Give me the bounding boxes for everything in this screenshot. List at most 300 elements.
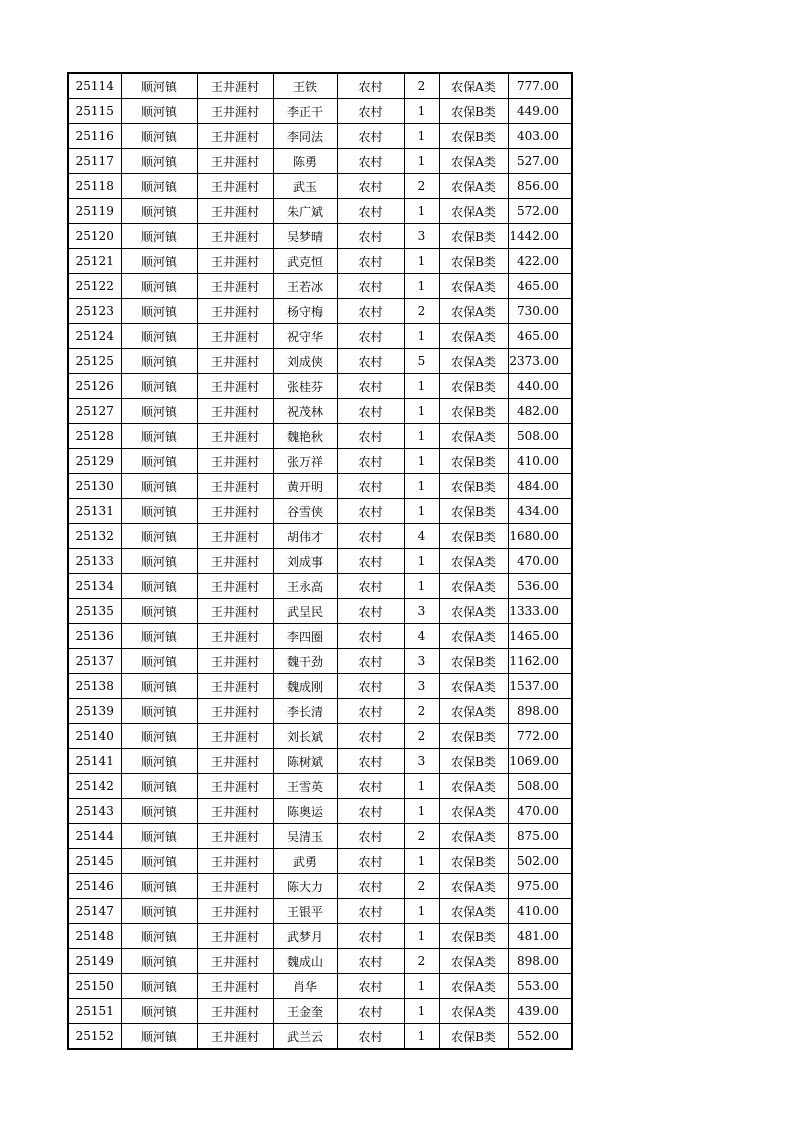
cell-person-count: 1 xyxy=(404,249,439,274)
cell-name: 武兰云 xyxy=(273,1024,337,1050)
cell-category: 农保B类 xyxy=(439,374,508,399)
cell-village: 王井涯村 xyxy=(197,499,273,524)
cell-household-type: 农村 xyxy=(337,349,404,374)
table-row xyxy=(68,699,572,724)
cell-id: 25116 xyxy=(68,124,121,149)
cell-name: 魏成山 xyxy=(273,949,337,974)
cell-household-type: 农村 xyxy=(337,599,404,624)
cell-village: 王井涯村 xyxy=(197,99,273,124)
cell-name: 李四圈 xyxy=(273,624,337,649)
cell-town: 顺河镇 xyxy=(121,424,197,449)
cell-village: 王井涯村 xyxy=(197,149,273,174)
table-row xyxy=(68,874,572,899)
cell-category: 农保A类 xyxy=(439,999,508,1024)
cell-village: 王井涯村 xyxy=(197,299,273,324)
cell-name: 李同法 xyxy=(273,124,337,149)
cell-category: 农保A类 xyxy=(439,599,508,624)
cell-id: 25121 xyxy=(68,249,121,274)
cell-town: 顺河镇 xyxy=(121,149,197,174)
cell-category: 农保A类 xyxy=(439,73,508,99)
cell-name: 王雪英 xyxy=(273,774,337,799)
cell-id: 25144 xyxy=(68,824,121,849)
cell-person-count: 3 xyxy=(404,749,439,774)
cell-category: 农保A类 xyxy=(439,424,508,449)
cell-category: 农保A类 xyxy=(439,324,508,349)
cell-id: 25120 xyxy=(68,224,121,249)
cell-person-count: 2 xyxy=(404,299,439,324)
cell-amount: 552.00 xyxy=(508,1024,572,1050)
cell-household-type: 农村 xyxy=(337,924,404,949)
table-row xyxy=(68,73,572,99)
cell-village: 王井涯村 xyxy=(197,199,273,224)
cell-category: 农保A类 xyxy=(439,299,508,324)
data-table xyxy=(67,72,573,1050)
cell-household-type: 农村 xyxy=(337,299,404,324)
cell-town: 顺河镇 xyxy=(121,1024,197,1050)
cell-household-type: 农村 xyxy=(337,73,404,99)
cell-name: 祝茂林 xyxy=(273,399,337,424)
cell-village: 王井涯村 xyxy=(197,474,273,499)
cell-name: 陈勇 xyxy=(273,149,337,174)
cell-category: 农保A类 xyxy=(439,149,508,174)
cell-village: 王井涯村 xyxy=(197,249,273,274)
cell-name: 吴梦晴 xyxy=(273,224,337,249)
cell-id: 25151 xyxy=(68,999,121,1024)
cell-person-count: 1 xyxy=(404,124,439,149)
cell-person-count: 1 xyxy=(404,774,439,799)
cell-name: 李正干 xyxy=(273,99,337,124)
cell-town: 顺河镇 xyxy=(121,974,197,999)
cell-household-type: 农村 xyxy=(337,874,404,899)
cell-town: 顺河镇 xyxy=(121,899,197,924)
cell-id: 25126 xyxy=(68,374,121,399)
cell-category: 农保B类 xyxy=(439,849,508,874)
cell-person-count: 4 xyxy=(404,624,439,649)
cell-person-count: 3 xyxy=(404,674,439,699)
cell-name: 魏艳秋 xyxy=(273,424,337,449)
cell-amount: 553.00 xyxy=(508,974,572,999)
table-row xyxy=(68,399,572,424)
cell-amount: 470.00 xyxy=(508,549,572,574)
cell-id: 25143 xyxy=(68,799,121,824)
cell-person-count: 2 xyxy=(404,699,439,724)
cell-name: 黄开明 xyxy=(273,474,337,499)
cell-category: 农保A类 xyxy=(439,349,508,374)
cell-person-count: 1 xyxy=(404,274,439,299)
cell-name: 陈树斌 xyxy=(273,749,337,774)
cell-amount: 449.00 xyxy=(508,99,572,124)
cell-name: 祝守华 xyxy=(273,324,337,349)
cell-name: 王永高 xyxy=(273,574,337,599)
cell-household-type: 农村 xyxy=(337,774,404,799)
cell-amount: 856.00 xyxy=(508,174,572,199)
cell-person-count: 1 xyxy=(404,199,439,224)
cell-household-type: 农村 xyxy=(337,799,404,824)
table-row xyxy=(68,974,572,999)
cell-name: 刘成事 xyxy=(273,549,337,574)
cell-id: 25130 xyxy=(68,474,121,499)
cell-amount: 470.00 xyxy=(508,799,572,824)
cell-town: 顺河镇 xyxy=(121,949,197,974)
cell-village: 王井涯村 xyxy=(197,174,273,199)
table-row xyxy=(68,349,572,374)
cell-amount: 481.00 xyxy=(508,924,572,949)
cell-id: 25119 xyxy=(68,199,121,224)
cell-village: 王井涯村 xyxy=(197,1024,273,1050)
cell-person-count: 2 xyxy=(404,874,439,899)
cell-village: 王井涯村 xyxy=(197,274,273,299)
cell-category: 农保A类 xyxy=(439,274,508,299)
cell-town: 顺河镇 xyxy=(121,649,197,674)
table-row xyxy=(68,449,572,474)
cell-town: 顺河镇 xyxy=(121,249,197,274)
cell-town: 顺河镇 xyxy=(121,449,197,474)
cell-village: 王井涯村 xyxy=(197,424,273,449)
cell-village: 王井涯村 xyxy=(197,399,273,424)
cell-name: 武勇 xyxy=(273,849,337,874)
cell-person-count: 2 xyxy=(404,949,439,974)
table-row xyxy=(68,549,572,574)
cell-household-type: 农村 xyxy=(337,999,404,1024)
cell-person-count: 1 xyxy=(404,849,439,874)
table-row xyxy=(68,224,572,249)
cell-category: 农保B类 xyxy=(439,224,508,249)
cell-id: 25123 xyxy=(68,299,121,324)
cell-category: 农保A类 xyxy=(439,674,508,699)
cell-town: 顺河镇 xyxy=(121,749,197,774)
cell-village: 王井涯村 xyxy=(197,899,273,924)
cell-category: 农保B类 xyxy=(439,124,508,149)
table-row xyxy=(68,424,572,449)
cell-person-count: 1 xyxy=(404,449,439,474)
cell-household-type: 农村 xyxy=(337,549,404,574)
cell-town: 顺河镇 xyxy=(121,799,197,824)
cell-category: 农保A类 xyxy=(439,824,508,849)
cell-category: 农保B类 xyxy=(439,749,508,774)
cell-name: 武克恒 xyxy=(273,249,337,274)
cell-town: 顺河镇 xyxy=(121,349,197,374)
cell-amount: 730.00 xyxy=(508,299,572,324)
cell-amount: 484.00 xyxy=(508,474,572,499)
cell-id: 25148 xyxy=(68,924,121,949)
cell-village: 王井涯村 xyxy=(197,724,273,749)
cell-id: 25122 xyxy=(68,274,121,299)
table-row xyxy=(68,649,572,674)
table-row xyxy=(68,949,572,974)
cell-person-count: 1 xyxy=(404,924,439,949)
cell-id: 25136 xyxy=(68,624,121,649)
cell-household-type: 农村 xyxy=(337,324,404,349)
cell-name: 王银平 xyxy=(273,899,337,924)
cell-person-count: 1 xyxy=(404,999,439,1024)
cell-village: 王井涯村 xyxy=(197,824,273,849)
cell-town: 顺河镇 xyxy=(121,724,197,749)
cell-id: 25129 xyxy=(68,449,121,474)
cell-village: 王井涯村 xyxy=(197,799,273,824)
cell-town: 顺河镇 xyxy=(121,474,197,499)
cell-town: 顺河镇 xyxy=(121,224,197,249)
table-row xyxy=(68,474,572,499)
cell-category: 农保B类 xyxy=(439,924,508,949)
cell-id: 25140 xyxy=(68,724,121,749)
table-row xyxy=(68,924,572,949)
cell-category: 农保A类 xyxy=(439,199,508,224)
cell-village: 王井涯村 xyxy=(197,224,273,249)
cell-category: 农保A类 xyxy=(439,174,508,199)
cell-name: 张桂芬 xyxy=(273,374,337,399)
table-row xyxy=(68,799,572,824)
table-row xyxy=(68,99,572,124)
cell-category: 农保A类 xyxy=(439,874,508,899)
table-row xyxy=(68,124,572,149)
cell-household-type: 农村 xyxy=(337,499,404,524)
cell-town: 顺河镇 xyxy=(121,699,197,724)
cell-name: 肖华 xyxy=(273,974,337,999)
cell-name: 吴清玉 xyxy=(273,824,337,849)
cell-town: 顺河镇 xyxy=(121,674,197,699)
cell-category: 农保A类 xyxy=(439,974,508,999)
cell-town: 顺河镇 xyxy=(121,624,197,649)
cell-household-type: 农村 xyxy=(337,1024,404,1050)
table-row xyxy=(68,849,572,874)
table-row xyxy=(68,624,572,649)
cell-village: 王井涯村 xyxy=(197,674,273,699)
cell-household-type: 农村 xyxy=(337,174,404,199)
cell-village: 王井涯村 xyxy=(197,549,273,574)
cell-name: 魏成刚 xyxy=(273,674,337,699)
cell-person-count: 3 xyxy=(404,224,439,249)
cell-person-count: 3 xyxy=(404,599,439,624)
cell-name: 王铁 xyxy=(273,73,337,99)
table-row xyxy=(68,999,572,1024)
cell-household-type: 农村 xyxy=(337,99,404,124)
cell-id: 25114 xyxy=(68,73,121,99)
cell-id: 25117 xyxy=(68,149,121,174)
cell-amount: 508.00 xyxy=(508,774,572,799)
cell-town: 顺河镇 xyxy=(121,299,197,324)
cell-amount: 502.00 xyxy=(508,849,572,874)
cell-category: 农保A类 xyxy=(439,774,508,799)
cell-category: 农保B类 xyxy=(439,399,508,424)
cell-amount: 772.00 xyxy=(508,724,572,749)
cell-village: 王井涯村 xyxy=(197,124,273,149)
cell-town: 顺河镇 xyxy=(121,774,197,799)
cell-person-count: 3 xyxy=(404,649,439,674)
cell-amount: 422.00 xyxy=(508,249,572,274)
cell-category: 农保A类 xyxy=(439,799,508,824)
cell-village: 王井涯村 xyxy=(197,324,273,349)
cell-id: 25127 xyxy=(68,399,121,424)
cell-name: 谷雪侠 xyxy=(273,499,337,524)
cell-amount: 465.00 xyxy=(508,274,572,299)
cell-amount: 2373.00 xyxy=(508,349,572,374)
cell-village: 王井涯村 xyxy=(197,599,273,624)
table-row xyxy=(68,674,572,699)
table-row xyxy=(68,599,572,624)
cell-id: 25115 xyxy=(68,99,121,124)
cell-town: 顺河镇 xyxy=(121,924,197,949)
cell-category: 农保B类 xyxy=(439,524,508,549)
cell-id: 25134 xyxy=(68,574,121,599)
table-row xyxy=(68,899,572,924)
cell-person-count: 1 xyxy=(404,799,439,824)
cell-category: 农保A类 xyxy=(439,949,508,974)
cell-town: 顺河镇 xyxy=(121,999,197,1024)
table-row xyxy=(68,149,572,174)
cell-household-type: 农村 xyxy=(337,249,404,274)
table-row xyxy=(68,249,572,274)
cell-household-type: 农村 xyxy=(337,824,404,849)
cell-household-type: 农村 xyxy=(337,749,404,774)
cell-amount: 777.00 xyxy=(508,73,572,99)
cell-person-count: 1 xyxy=(404,424,439,449)
cell-village: 王井涯村 xyxy=(197,449,273,474)
cell-household-type: 农村 xyxy=(337,524,404,549)
cell-person-count: 1 xyxy=(404,374,439,399)
cell-household-type: 农村 xyxy=(337,849,404,874)
cell-person-count: 1 xyxy=(404,399,439,424)
cell-name: 刘长斌 xyxy=(273,724,337,749)
cell-person-count: 2 xyxy=(404,73,439,99)
cell-village: 王井涯村 xyxy=(197,574,273,599)
cell-village: 王井涯村 xyxy=(197,849,273,874)
cell-amount: 410.00 xyxy=(508,899,572,924)
cell-category: 农保B类 xyxy=(439,449,508,474)
cell-amount: 898.00 xyxy=(508,949,572,974)
cell-person-count: 2 xyxy=(404,174,439,199)
cell-person-count: 1 xyxy=(404,549,439,574)
cell-id: 25145 xyxy=(68,849,121,874)
cell-town: 顺河镇 xyxy=(121,874,197,899)
table-row xyxy=(68,374,572,399)
cell-person-count: 1 xyxy=(404,974,439,999)
cell-category: 农保B类 xyxy=(439,724,508,749)
cell-category: 农保B类 xyxy=(439,99,508,124)
cell-amount: 1442.00 xyxy=(508,224,572,249)
table-row xyxy=(68,574,572,599)
cell-amount: 536.00 xyxy=(508,574,572,599)
cell-person-count: 1 xyxy=(404,149,439,174)
table-row xyxy=(68,824,572,849)
cell-town: 顺河镇 xyxy=(121,124,197,149)
cell-id: 25147 xyxy=(68,899,121,924)
cell-category: 农保A类 xyxy=(439,699,508,724)
cell-id: 25152 xyxy=(68,1024,121,1050)
cell-person-count: 1 xyxy=(404,574,439,599)
cell-category: 农保A类 xyxy=(439,624,508,649)
cell-name: 武呈民 xyxy=(273,599,337,624)
cell-person-count: 1 xyxy=(404,899,439,924)
cell-id: 25137 xyxy=(68,649,121,674)
table-row xyxy=(68,774,572,799)
cell-village: 王井涯村 xyxy=(197,874,273,899)
cell-village: 王井涯村 xyxy=(197,524,273,549)
cell-amount: 527.00 xyxy=(508,149,572,174)
cell-household-type: 农村 xyxy=(337,449,404,474)
cell-household-type: 农村 xyxy=(337,899,404,924)
cell-village: 王井涯村 xyxy=(197,349,273,374)
cell-village: 王井涯村 xyxy=(197,774,273,799)
cell-amount: 508.00 xyxy=(508,424,572,449)
table-row xyxy=(68,1024,572,1050)
cell-amount: 1680.00 xyxy=(508,524,572,549)
cell-name: 张万祥 xyxy=(273,449,337,474)
cell-household-type: 农村 xyxy=(337,199,404,224)
cell-person-count: 1 xyxy=(404,324,439,349)
cell-category: 农保B类 xyxy=(439,1024,508,1050)
cell-category: 农保A类 xyxy=(439,549,508,574)
cell-household-type: 农村 xyxy=(337,949,404,974)
table-body xyxy=(68,73,572,1049)
cell-amount: 482.00 xyxy=(508,399,572,424)
cell-id: 25150 xyxy=(68,974,121,999)
cell-id: 25128 xyxy=(68,424,121,449)
table-row xyxy=(68,174,572,199)
cell-id: 25139 xyxy=(68,699,121,724)
cell-town: 顺河镇 xyxy=(121,824,197,849)
cell-village: 王井涯村 xyxy=(197,974,273,999)
cell-town: 顺河镇 xyxy=(121,174,197,199)
cell-household-type: 农村 xyxy=(337,149,404,174)
table-row xyxy=(68,324,572,349)
cell-amount: 434.00 xyxy=(508,499,572,524)
cell-person-count: 1 xyxy=(404,1024,439,1050)
cell-name: 杨守梅 xyxy=(273,299,337,324)
cell-town: 顺河镇 xyxy=(121,849,197,874)
cell-town: 顺河镇 xyxy=(121,99,197,124)
cell-village: 王井涯村 xyxy=(197,924,273,949)
cell-household-type: 农村 xyxy=(337,274,404,299)
cell-household-type: 农村 xyxy=(337,424,404,449)
cell-amount: 975.00 xyxy=(508,874,572,899)
cell-name: 胡伟才 xyxy=(273,524,337,549)
cell-name: 陈大力 xyxy=(273,874,337,899)
cell-town: 顺河镇 xyxy=(121,524,197,549)
table-row xyxy=(68,524,572,549)
cell-id: 25141 xyxy=(68,749,121,774)
cell-amount: 1465.00 xyxy=(508,624,572,649)
cell-village: 王井涯村 xyxy=(197,699,273,724)
cell-town: 顺河镇 xyxy=(121,274,197,299)
cell-amount: 465.00 xyxy=(508,324,572,349)
cell-id: 25146 xyxy=(68,874,121,899)
cell-amount: 1069.00 xyxy=(508,749,572,774)
cell-town: 顺河镇 xyxy=(121,599,197,624)
cell-household-type: 农村 xyxy=(337,624,404,649)
cell-household-type: 农村 xyxy=(337,374,404,399)
cell-category: 农保B类 xyxy=(439,649,508,674)
cell-name: 李长清 xyxy=(273,699,337,724)
cell-person-count: 5 xyxy=(404,349,439,374)
cell-id: 25135 xyxy=(68,599,121,624)
cell-id: 25138 xyxy=(68,674,121,699)
cell-household-type: 农村 xyxy=(337,474,404,499)
cell-household-type: 农村 xyxy=(337,124,404,149)
cell-village: 王井涯村 xyxy=(197,374,273,399)
cell-person-count: 1 xyxy=(404,499,439,524)
cell-person-count: 1 xyxy=(404,474,439,499)
cell-id: 25149 xyxy=(68,949,121,974)
cell-amount: 439.00 xyxy=(508,999,572,1024)
table-row xyxy=(68,499,572,524)
cell-village: 王井涯村 xyxy=(197,949,273,974)
cell-id: 25142 xyxy=(68,774,121,799)
cell-town: 顺河镇 xyxy=(121,73,197,99)
cell-person-count: 1 xyxy=(404,99,439,124)
cell-village: 王井涯村 xyxy=(197,73,273,99)
cell-amount: 572.00 xyxy=(508,199,572,224)
cell-category: 农保A类 xyxy=(439,574,508,599)
